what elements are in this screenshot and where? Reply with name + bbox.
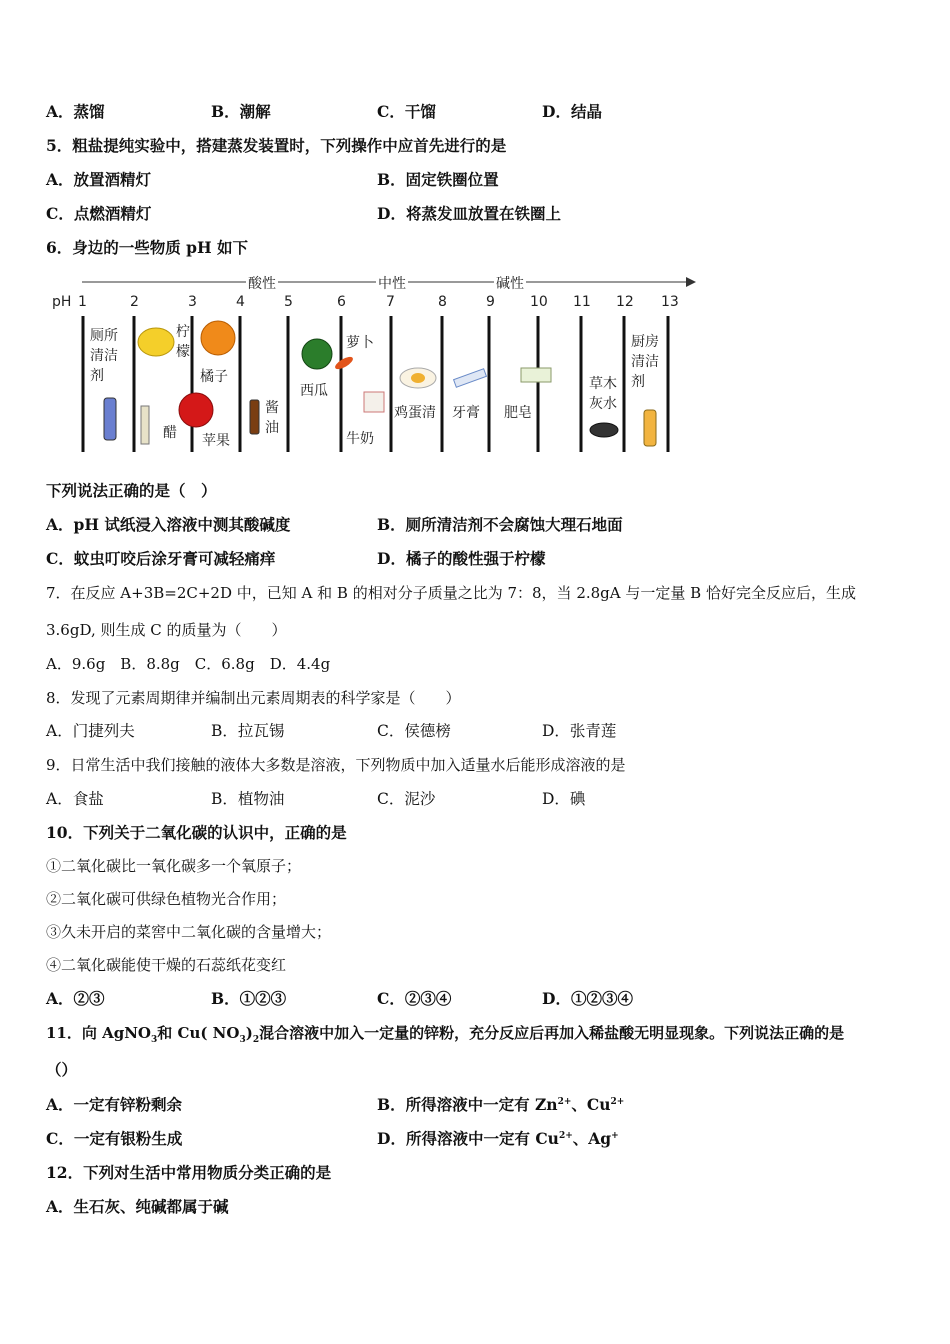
toothpaste-icon [454,369,487,387]
q11-stem-line2: （） [46,1060,78,1079]
q11-option-b: B．所得溶液中一定有 $Zn^{2+}$、$Cu^{2+}$ [377,1095,625,1114]
label-ash-water: 草木灰水 [589,376,617,412]
q8-option-a: A．门捷列夫 [46,722,135,740]
vinegar-bottle-icon [141,406,149,444]
milk-carton-icon [364,392,384,412]
ph-region-base: 碱性 [494,273,526,293]
ph-tick-9: 9 [486,294,495,310]
q4-option-b: B．潮解 [211,102,271,121]
label-radish: 萝卜 [346,335,374,351]
q6-option-c: C．蚊虫叮咬后涂牙膏可减轻痛痒 [46,549,276,568]
q6-option-b: B．厕所清洁剂不会腐蚀大理石地面 [377,515,623,534]
q6-option-d: D．橘子的酸性强于柠檬 [377,549,546,568]
label-orange: 橘子 [200,369,228,385]
q5-stem: 5．粗盐提纯实验中，搭建蒸发装置时，下列操作中应首先进行的是 [46,136,507,155]
q9-option-a: A．食盐 [46,790,104,808]
ph-tick-8: 8 [438,294,447,310]
q10-option-b: B．①②③ [211,989,287,1008]
q10-item-3: ③久未开启的菜窖中二氧化碳的含量增大； [46,923,332,941]
ph-tick-1: 1 [78,294,87,310]
q10-option-a: A．②③ [46,989,105,1008]
soap-icon [521,368,551,382]
ph-figure [46,270,696,460]
label-toilet-cleaner: 厕所清洁剂 [90,328,118,384]
label-kitchen-cleaner: 厨房清洁剂 [631,334,659,390]
kitchen-cleaner-bottle-icon [644,410,656,446]
ph-tick-2: 2 [130,294,139,310]
carrot-icon [333,355,354,372]
orange-icon [201,321,235,355]
q8-option-b: B．拉瓦锡 [211,722,285,740]
ph-axis-arrow [686,277,696,287]
label-soy-sauce: 酱油 [265,400,279,436]
q8-option-c: C．侯德榜 [377,722,451,740]
label-apple: 苹果 [202,433,230,449]
q6-stem: 6．身边的一些物质 pH 如下 [46,238,249,257]
ph-tick-11: 11 [573,294,591,310]
ph-region-acid: 酸性 [246,273,278,293]
q5-option-c: C．点燃酒精灯 [46,204,152,223]
q9-option-b: B．植物油 [211,790,285,808]
q10-item-2: ②二氧化碳可供绿色植物光合作用； [46,890,287,908]
ph-tick-12: 12 [616,294,634,310]
soy-sauce-bottle-icon [250,400,259,434]
q9-option-c: C．泥沙 [377,790,436,808]
q7-options: A．9.6g B．8.8g C．6.8g D．4.4g [46,655,331,673]
q10-option-c: C．②③④ [377,989,452,1008]
label-egg-white: 鸡蛋清 [394,405,436,421]
q6-option-a: A．pH 试纸浸入溶液中测其酸碱度 [46,515,291,534]
ph-tick-10: 10 [530,294,548,310]
ph-axis-label: pH [52,294,72,310]
ph-region-neutral: 中性 [376,273,408,293]
q4-option-c: C．干馏 [377,102,436,121]
q10-option-d: D．①②③④ [542,989,633,1008]
q10-item-1: ①二氧化碳比一氧化碳多一个氧原子； [46,857,302,875]
q11-option-a: A．一定有锌粉剩余 [46,1095,183,1114]
q6-question: 下列说法正确的是（ ） [46,481,217,500]
lemon-icon [138,328,174,356]
label-vinegar: 醋 [163,425,177,441]
label-watermelon: 西瓜 [300,383,328,399]
q4-option-a: A．蒸馏 [46,102,105,121]
ph-tick-4: 4 [236,294,245,310]
ph-tick-13: 13 [661,294,679,310]
label-lemon: 柠檬 [176,324,190,360]
label-milk: 牛奶 [346,431,374,447]
q10-item-4: ④二氧化碳能使干燥的石蕊纸花变红 [46,956,287,974]
q11-stem-line1: 11．向 AgNO$_3$和 Cu( $NO_3)_2$混合溶液中加入一定量的锌粉，充分反应后再加入稀盐酸无明显现象。下列说法正确的是 [46,1024,845,1045]
q5-option-a: A．放置酒精灯 [46,170,152,189]
q10-stem: 10．下列关于二氧化碳的认识中，正确的是 [46,823,347,842]
q9-stem: 9．日常生活中我们接触的液体大多数是溶液，下列物质中加入适量水后能形成溶液的是 [46,756,626,774]
q5-option-d: D．将蒸发皿放置在铁圈上 [377,204,561,223]
label-soap: 肥皂 [504,405,532,421]
q8-option-d: D．张青莲 [542,722,617,740]
ph-tick-3: 3 [188,294,197,310]
q8-stem: 8．发现了元素周期律并编制出元素周期表的科学家是（ ） [46,689,461,707]
watermelon-icon [302,339,332,369]
q5-option-b: B．固定铁圈位置 [377,170,499,189]
q12-option-a: A．生石灰、纯碱都属于碱 [46,1197,229,1216]
q11-option-c: C．一定有银粉生成 [46,1129,183,1148]
egg-yolk-icon [411,373,425,383]
ph-tick-7: 7 [386,294,395,310]
ash-water-bowl-icon [590,423,618,437]
q12-stem: 12．下列对生活中常用物质分类正确的是 [46,1163,332,1182]
apple-icon [179,393,213,427]
q9-option-d: D．碘 [542,790,586,808]
q7-stem-line1: 7．在反应 A+3B=2C+2D 中，已知 A 和 B 的相对分子质量之比为 7：8，当 2.8gA 与一定量 B 恰好完全反应后，生成 [46,584,856,602]
ph-tick-6: 6 [337,294,346,310]
q7-stem-line2: 3.6gD, 则生成 C 的质量为（ ） [46,621,287,639]
ph-tick-5: 5 [284,294,293,310]
q11-option-d: D．所得溶液中一定有 $Cu^{2+}$、Ag+ [377,1129,619,1148]
label-toothpaste: 牙膏 [452,405,480,421]
q4-option-d: D．结晶 [542,102,602,121]
cleaner-bottle-icon [104,398,116,440]
